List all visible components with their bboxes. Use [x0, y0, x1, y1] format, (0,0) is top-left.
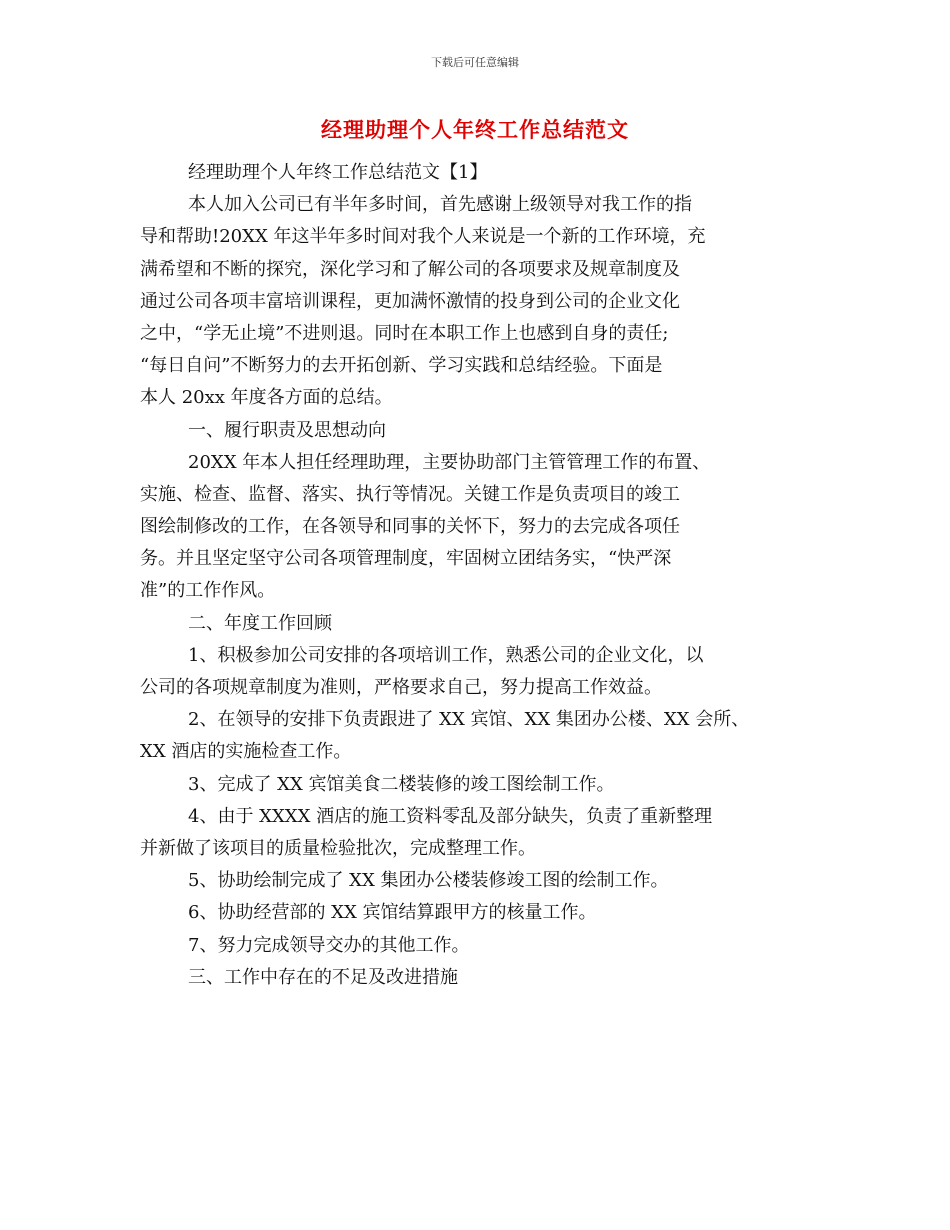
body-line: 通过公司各项丰富培训课程，更加满怀激情的投身到公司的企业文化: [140, 290, 680, 312]
body-line: 20XX 年本人担任经理助理，主要协助部门主管管理工作的布置、: [188, 451, 711, 473]
body-line: 三、工作中存在的不足及改进措施: [188, 966, 458, 988]
body-line: 经理助理个人年终工作总结范文【1】: [188, 162, 488, 183]
body-line: 本人 20xx 年度各方面的总结。: [140, 387, 393, 409]
body-line: XX 酒店的实施检查工作。: [140, 741, 352, 763]
body-line: 公司的各项规章制度为准则，严格要求自己，努力提高工作效益。: [140, 677, 662, 698]
body-line: 并新做了该项目的质量检验批次，完成整理工作。: [140, 837, 536, 859]
body-line: 准”的工作作风。: [140, 580, 276, 602]
header-note: 下载后可任意编辑: [431, 56, 519, 69]
body-line: 导和帮助!20XX 年这半年多时间对我个人来说是一个新的工作环境，充: [140, 226, 706, 248]
body-line: 图绘制修改的工作，在各领导和同事的关怀下，努力的去完成各项任: [140, 516, 680, 538]
body-line: “每日自问”不断努力的去开拓创新、学习实践和总结经验。下面是: [140, 355, 663, 377]
body-line: 3、完成了 XX 宾馆美食二楼装修的竣工图绘制工作。: [188, 773, 615, 795]
body-line: 一、履行职责及思想动向: [188, 419, 386, 441]
body-line: 之中，“学无止境”不进则退。同时在本职工作上也感到自身的责任;: [140, 322, 669, 344]
body-line: 实施、检查、监督、落实、执行等情况。关键工作是负责项目的竣工: [140, 483, 680, 505]
body-line: 5、协助绘制完成了 XX 集团办公楼装修竣工图的绘制工作。: [188, 870, 669, 892]
body-line: 7、努力完成领导交办的其他工作。: [188, 934, 470, 956]
body-line: 1、积极参加公司安排的各项培训工作，熟悉公司的企业文化，以: [188, 644, 704, 666]
body-line: 本人加入公司已有半年多时间，首先感谢上级领导对我工作的指: [188, 194, 692, 216]
body-line: 满希望和不断的探究，深化学习和了解公司的各项要求及规章制度及: [140, 258, 680, 280]
body-line: 二、年度工作回顾: [188, 612, 332, 634]
document-body: [140, 157, 820, 994]
body-line: 4、由于 XXXX 酒店的施工资料零乱及部分缺失，负责了重新整理: [188, 805, 713, 827]
document-title: 经理助理个人年终工作总结范文: [321, 118, 629, 142]
body-line: 6、协助经营部的 XX 宾馆结算跟甲方的核量工作。: [188, 902, 597, 924]
body-line: 务。并且坚定坚守公司各项管理制度，牢固树立团结务实，“快严深: [140, 548, 672, 570]
body-line: 2、在领导的安排下负责跟进了 XX 宾馆、XX 集团办公楼、XX 会所、: [188, 709, 750, 731]
